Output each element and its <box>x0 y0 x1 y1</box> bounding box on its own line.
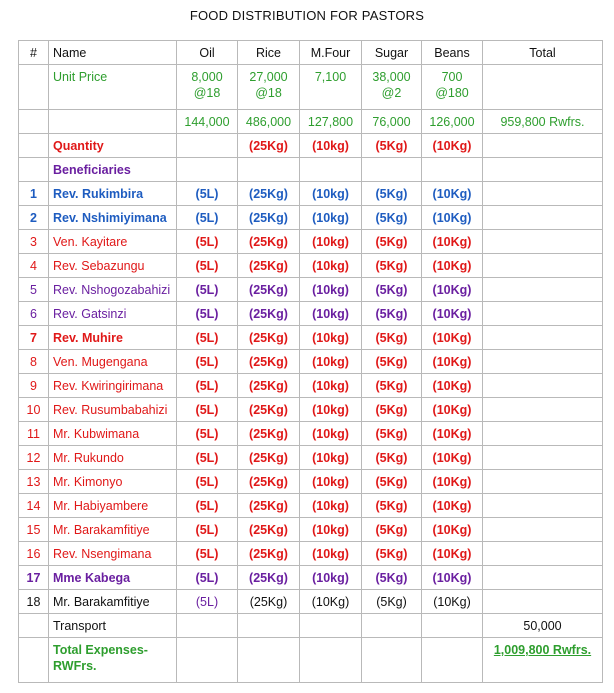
row-mfour: (10kg) <box>300 326 362 350</box>
row-beans: (10Kg) <box>422 494 483 518</box>
unit-price-beans <box>422 65 483 110</box>
header-beans: Beans <box>422 41 483 65</box>
header-name: Name <box>49 41 177 65</box>
transport-row <box>19 614 603 638</box>
row-number: 5 <box>19 278 49 302</box>
row-rice: (25Kg) <box>238 590 300 614</box>
row-sugar: (5Kg) <box>362 542 422 566</box>
row-rice: (25Kg) <box>238 398 300 422</box>
row-number: 13 <box>19 470 49 494</box>
cost-totals-name <box>49 110 177 134</box>
row-number: 16 <box>19 542 49 566</box>
unit-price-oil-value: 8,000 <box>191 70 223 84</box>
beneficiary-row <box>19 542 603 566</box>
row-name: Mr. Kimonyo <box>49 470 177 494</box>
row-name: Mr. Rukundo <box>49 446 177 470</box>
total-expenses-label-line2: RWFrs. <box>53 659 97 673</box>
unit-price-total <box>483 65 603 110</box>
row-sugar: (5Kg) <box>362 182 422 206</box>
cost-rice: 486,000 <box>238 110 300 134</box>
row-number: 4 <box>19 254 49 278</box>
quantity-oil <box>177 134 238 158</box>
beneficiary-row <box>19 470 603 494</box>
row-number: 6 <box>19 302 49 326</box>
header-num: # <box>19 41 49 65</box>
row-name: Rev. Rukimbira <box>49 182 177 206</box>
row-name: Mr. Barakamfitiye <box>49 518 177 542</box>
row-total <box>483 542 603 566</box>
row-name: Rev. Nshimiyimana <box>49 206 177 230</box>
beneficiaries-num <box>19 158 49 182</box>
row-oil: (5L) <box>177 542 238 566</box>
beneficiary-row <box>19 350 603 374</box>
row-rice: (25Kg) <box>238 374 300 398</box>
unit-price-mfour <box>300 65 362 110</box>
row-total <box>483 590 603 614</box>
row-sugar: (5Kg) <box>362 278 422 302</box>
transport-sugar <box>362 614 422 638</box>
beneficiary-row <box>19 422 603 446</box>
total-expenses-label <box>49 638 177 683</box>
cost-sugar: 76,000 <box>362 110 422 134</box>
row-beans: (10Kg) <box>422 470 483 494</box>
row-oil: (5L) <box>177 350 238 374</box>
quantity-label: Quantity <box>49 134 177 158</box>
row-number: 15 <box>19 518 49 542</box>
row-name: Mr. Barakamfitiye <box>49 590 177 614</box>
row-number: 9 <box>19 374 49 398</box>
row-rice: (25Kg) <box>238 206 300 230</box>
row-mfour: (10Kg) <box>300 590 362 614</box>
row-total <box>483 254 603 278</box>
beneficiaries-oil <box>177 158 238 182</box>
row-mfour: (10kg) <box>300 206 362 230</box>
row-rice: (25Kg) <box>238 278 300 302</box>
total-expenses-label-line1: Total Expenses- <box>53 643 148 657</box>
row-mfour: (10kg) <box>300 254 362 278</box>
beneficiary-row <box>19 326 603 350</box>
row-sugar: (5Kg) <box>362 254 422 278</box>
unit-price-sugar <box>362 65 422 110</box>
beneficiary-row <box>19 398 603 422</box>
row-name: Rev. Rusumbabahizi <box>49 398 177 422</box>
row-beans: (10Kg) <box>422 518 483 542</box>
row-sugar: (5Kg) <box>362 398 422 422</box>
row-total <box>483 350 603 374</box>
unit-price-rice-qty: @18 <box>255 86 282 100</box>
row-oil: (5L) <box>177 206 238 230</box>
quantity-beans: (10Kg) <box>422 134 483 158</box>
row-number: 14 <box>19 494 49 518</box>
beneficiary-row <box>19 590 603 614</box>
row-mfour: (10kg) <box>300 350 362 374</box>
row-total <box>483 182 603 206</box>
unit-price-sugar-qty: @2 <box>381 86 402 100</box>
total-expenses-total: 1,009,800 Rwfrs. <box>483 638 603 683</box>
row-total <box>483 230 603 254</box>
row-number: 2 <box>19 206 49 230</box>
document-title: FOOD DISTRIBUTION FOR PASTORS <box>189 8 425 23</box>
row-beans: (10Kg) <box>422 590 483 614</box>
row-total <box>483 278 603 302</box>
cost-totals-row <box>19 110 603 134</box>
row-mfour: (10kg) <box>300 446 362 470</box>
total-expenses-num <box>19 638 49 683</box>
row-oil: (5L) <box>177 302 238 326</box>
unit-price-num <box>19 65 49 110</box>
header-sugar: Sugar <box>362 41 422 65</box>
unit-price-beans-value: 700 <box>441 70 463 84</box>
beneficiary-row <box>19 566 603 590</box>
unit-price-rice-value: 27,000 <box>249 70 288 84</box>
row-number: 10 <box>19 398 49 422</box>
row-total <box>483 566 603 590</box>
row-mfour: (10kg) <box>300 542 362 566</box>
row-name: Mr. Habiyambere <box>49 494 177 518</box>
row-rice: (25Kg) <box>238 350 300 374</box>
transport-rice <box>238 614 300 638</box>
row-name: Ven. Mugengana <box>49 350 177 374</box>
row-sugar: (5Kg) <box>362 230 422 254</box>
row-mfour: (10kg) <box>300 422 362 446</box>
cost-mfour: 127,800 <box>300 110 362 134</box>
row-mfour: (10kg) <box>300 374 362 398</box>
row-rice: (25Kg) <box>238 326 300 350</box>
row-number: 8 <box>19 350 49 374</box>
unit-price-beans-qty: @180 <box>435 86 469 100</box>
beneficiary-row <box>19 206 603 230</box>
beneficiary-row <box>19 446 603 470</box>
unit-price-oil <box>177 65 238 110</box>
row-sugar: (5Kg) <box>362 470 422 494</box>
row-total <box>483 398 603 422</box>
quantity-mfour: (10kg) <box>300 134 362 158</box>
row-mfour: (10kg) <box>300 566 362 590</box>
cost-beans: 126,000 <box>422 110 483 134</box>
row-mfour: (10kg) <box>300 398 362 422</box>
row-oil: (5L) <box>177 254 238 278</box>
row-sugar: (5Kg) <box>362 302 422 326</box>
row-sugar: (5Kg) <box>362 374 422 398</box>
beneficiary-row <box>19 230 603 254</box>
row-beans: (10Kg) <box>422 542 483 566</box>
row-rice: (25Kg) <box>238 518 300 542</box>
row-number: 11 <box>19 422 49 446</box>
row-beans: (10Kg) <box>422 302 483 326</box>
transport-mfour <box>300 614 362 638</box>
row-mfour: (10kg) <box>300 302 362 326</box>
total-expenses-oil <box>177 638 238 683</box>
beneficiaries-label: Beneficiaries <box>49 158 177 182</box>
row-sugar: (5Kg) <box>362 446 422 470</box>
row-total <box>483 206 603 230</box>
row-name: Rev. Gatsinzi <box>49 302 177 326</box>
quantity-total <box>483 134 603 158</box>
row-rice: (25Kg) <box>238 446 300 470</box>
row-number: 7 <box>19 326 49 350</box>
beneficiary-row <box>19 182 603 206</box>
row-sugar: (5Kg) <box>362 590 422 614</box>
row-sugar: (5Kg) <box>362 566 422 590</box>
unit-price-label: Unit Price <box>49 65 177 110</box>
row-oil: (5L) <box>177 518 238 542</box>
row-beans: (10Kg) <box>422 446 483 470</box>
row-beans: (10Kg) <box>422 206 483 230</box>
beneficiary-row <box>19 254 603 278</box>
row-oil: (5L) <box>177 326 238 350</box>
row-beans: (10Kg) <box>422 182 483 206</box>
row-number: 18 <box>19 590 49 614</box>
row-name: Rev. Nshogozabahizi <box>49 278 177 302</box>
row-name: Rev. Kwiringirimana <box>49 374 177 398</box>
beneficiary-row <box>19 278 603 302</box>
row-sugar: (5Kg) <box>362 494 422 518</box>
row-beans: (10Kg) <box>422 278 483 302</box>
beneficiaries-row <box>19 158 603 182</box>
beneficiary-row <box>19 494 603 518</box>
row-number: 17 <box>19 566 49 590</box>
row-total <box>483 326 603 350</box>
row-beans: (10Kg) <box>422 422 483 446</box>
row-rice: (25Kg) <box>238 182 300 206</box>
header-mfour: M.Four <box>300 41 362 65</box>
row-oil: (5L) <box>177 230 238 254</box>
row-sugar: (5Kg) <box>362 326 422 350</box>
row-mfour: (10kg) <box>300 470 362 494</box>
row-name: Mme Kabega <box>49 566 177 590</box>
row-rice: (25Kg) <box>238 542 300 566</box>
row-rice: (25Kg) <box>238 254 300 278</box>
beneficiaries-mfour <box>300 158 362 182</box>
row-oil: (5L) <box>177 494 238 518</box>
beneficiaries-sugar <box>362 158 422 182</box>
row-name: Rev. Sebazungu <box>49 254 177 278</box>
row-sugar: (5Kg) <box>362 422 422 446</box>
row-name: Rev. Nsengimana <box>49 542 177 566</box>
total-expenses-sugar <box>362 638 422 683</box>
beneficiary-row <box>19 302 603 326</box>
row-mfour: (10kg) <box>300 494 362 518</box>
unit-price-mfour-value: 7,100 <box>314 70 347 84</box>
row-sugar: (5Kg) <box>362 350 422 374</box>
row-total <box>483 518 603 542</box>
total-expenses-beans <box>422 638 483 683</box>
row-mfour: (10kg) <box>300 230 362 254</box>
unit-price-sugar-value: 38,000 <box>372 70 411 84</box>
row-beans: (10Kg) <box>422 374 483 398</box>
beneficiaries-beans <box>422 158 483 182</box>
quantity-row <box>19 134 603 158</box>
row-oil: (5L) <box>177 182 238 206</box>
row-name: Ven. Kayitare <box>49 230 177 254</box>
total-expenses-rice <box>238 638 300 683</box>
quantity-rice: (25Kg) <box>238 134 300 158</box>
row-beans: (10Kg) <box>422 398 483 422</box>
row-total <box>483 374 603 398</box>
total-expenses-mfour <box>300 638 362 683</box>
distribution-table <box>18 40 603 683</box>
row-total <box>483 470 603 494</box>
transport-oil <box>177 614 238 638</box>
total-expenses-row <box>19 638 603 683</box>
quantity-num <box>19 134 49 158</box>
row-oil: (5L) <box>177 422 238 446</box>
beneficiary-row <box>19 374 603 398</box>
row-total <box>483 494 603 518</box>
row-oil: (5L) <box>177 566 238 590</box>
quantity-sugar: (5Kg) <box>362 134 422 158</box>
row-rice: (25Kg) <box>238 230 300 254</box>
cost-oil: 144,000 <box>177 110 238 134</box>
row-oil: (5L) <box>177 374 238 398</box>
beneficiary-row <box>19 518 603 542</box>
unit-price-rice <box>238 65 300 110</box>
cost-totals-num <box>19 110 49 134</box>
transport-beans <box>422 614 483 638</box>
header-oil: Oil <box>177 41 238 65</box>
unit-price-oil-qty: @18 <box>193 86 221 100</box>
header-total: Total <box>483 41 603 65</box>
row-number: 12 <box>19 446 49 470</box>
row-number: 1 <box>19 182 49 206</box>
row-beans: (10Kg) <box>422 566 483 590</box>
beneficiaries-rice <box>238 158 300 182</box>
row-sugar: (5Kg) <box>362 518 422 542</box>
row-total <box>483 302 603 326</box>
row-mfour: (10kg) <box>300 278 362 302</box>
row-beans: (10Kg) <box>422 254 483 278</box>
header-row <box>19 41 603 65</box>
unit-price-row <box>19 65 603 110</box>
beneficiaries-total <box>483 158 603 182</box>
cost-grand-total: 959,800 Rwfrs. <box>483 110 603 134</box>
row-mfour: (10kg) <box>300 182 362 206</box>
row-name: Mr. Kubwimana <box>49 422 177 446</box>
row-name: Rev. Muhire <box>49 326 177 350</box>
transport-num <box>19 614 49 638</box>
row-total <box>483 422 603 446</box>
row-rice: (25Kg) <box>238 302 300 326</box>
row-total <box>483 446 603 470</box>
row-rice: (25Kg) <box>238 470 300 494</box>
row-oil: (5L) <box>177 278 238 302</box>
transport-total: 50,000 <box>483 614 603 638</box>
row-oil: (5L) <box>177 446 238 470</box>
row-oil: (5L) <box>177 470 238 494</box>
row-beans: (10Kg) <box>422 230 483 254</box>
row-beans: (10Kg) <box>422 350 483 374</box>
header-rice: Rice <box>238 41 300 65</box>
transport-label: Transport <box>49 614 177 638</box>
row-oil: (5L) <box>177 590 238 614</box>
row-beans: (10Kg) <box>422 326 483 350</box>
row-number: 3 <box>19 230 49 254</box>
row-oil: (5L) <box>177 398 238 422</box>
row-mfour: (10kg) <box>300 518 362 542</box>
row-rice: (25Kg) <box>238 422 300 446</box>
row-rice: (25Kg) <box>238 566 300 590</box>
row-rice: (25Kg) <box>238 494 300 518</box>
row-sugar: (5Kg) <box>362 206 422 230</box>
